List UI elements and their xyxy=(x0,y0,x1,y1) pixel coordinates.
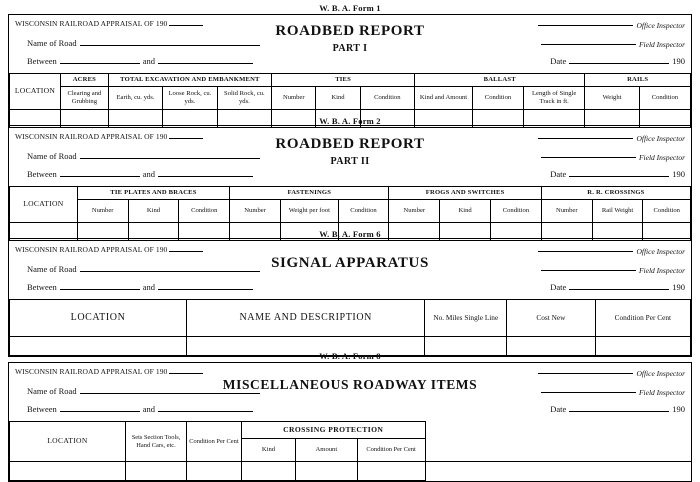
cell[interactable] xyxy=(10,462,126,481)
col-rails-weight: Weight xyxy=(585,87,639,110)
office-inspector-blank[interactable] xyxy=(538,244,633,252)
col-cp-amount: Amount xyxy=(296,439,357,462)
col-sets-section-tools: Sets Section Tools, Hand Cars, etc. xyxy=(125,422,186,462)
col-group-rails: RAILS xyxy=(585,74,691,87)
date-year: 190 xyxy=(672,282,685,292)
col-condition-per-cent: Condition Per Cent xyxy=(595,300,690,337)
col-no-miles-single-line: No. Miles Single Line xyxy=(425,300,507,337)
date-label: Date xyxy=(550,169,567,179)
col-frogs-kind: Kind xyxy=(440,200,491,223)
form-signal-apparatus xyxy=(8,229,692,357)
form-header xyxy=(9,15,691,73)
col-crossings-condition: Condition xyxy=(643,200,691,223)
date-line xyxy=(550,55,685,66)
form-box xyxy=(8,240,692,357)
and-label: and xyxy=(142,56,156,66)
date-label: Date xyxy=(550,282,567,292)
between-line xyxy=(27,403,253,414)
form-caption: W. B. A. Form 1 xyxy=(319,3,381,13)
name-of-road-label: Name of Road xyxy=(27,151,77,161)
appraisal-label: WISCONSIN RAILROAD APPRAISAL OF 190 xyxy=(15,132,168,141)
col-group-acres: ACRES xyxy=(61,74,109,87)
table-header-row xyxy=(10,300,691,337)
appraisal-blank[interactable] xyxy=(169,244,203,252)
name-of-road-label: Name of Road xyxy=(27,38,77,48)
col-fastenings-number: Number xyxy=(230,200,281,223)
and-blank[interactable] xyxy=(158,55,253,64)
col-cost-new: Cost New xyxy=(507,300,596,337)
form-title: MISCELLANEOUS ROADWAY ITEMS xyxy=(222,377,478,392)
and-blank[interactable] xyxy=(158,168,253,177)
col-fastenings-condition: Condition xyxy=(338,200,389,223)
col-location: LOCATION xyxy=(10,422,126,462)
col-ballast-condition: Condition xyxy=(472,87,523,110)
form-part: PART I xyxy=(332,43,368,54)
form6-table xyxy=(9,299,691,356)
form-header xyxy=(9,241,691,299)
between-label: Between xyxy=(27,282,57,292)
between-line xyxy=(27,55,253,66)
appraisal-blank[interactable] xyxy=(169,366,203,374)
and-label: and xyxy=(142,282,156,292)
appraisal-line xyxy=(15,244,203,254)
col-ties-kind: Kind xyxy=(316,87,360,110)
col-group-rr-crossings: R. R. CROSSINGS xyxy=(541,187,690,200)
form-caption: W. B. A. Form 2 xyxy=(319,116,381,126)
appraisal-label: WISCONSIN RAILROAD APPRAISAL OF 190 xyxy=(15,19,168,28)
and-blank[interactable] xyxy=(158,281,253,290)
col-condition-per-cent: Condition Per Cent xyxy=(187,422,242,462)
col-spacer xyxy=(425,422,691,462)
between-blank[interactable] xyxy=(60,55,140,64)
field-inspector-label: Field Inspector xyxy=(638,266,685,275)
date-year: 190 xyxy=(672,169,685,179)
between-label: Between xyxy=(27,404,57,414)
table-sub-header-row xyxy=(10,200,691,223)
col-clearing-grubbing: Clearing and Grubbing xyxy=(61,87,109,110)
form-caption: W. B. A. Form 8 xyxy=(319,351,381,361)
date-line xyxy=(550,168,685,179)
col-group-crossing-protection: CROSSING PROTECTION xyxy=(241,422,425,439)
field-inspector-label: Field Inspector xyxy=(638,40,685,49)
cell-spacer xyxy=(425,462,691,481)
col-frogs-number: Number xyxy=(389,200,440,223)
date-blank[interactable] xyxy=(569,403,669,412)
col-frogs-condition: Condition xyxy=(491,200,542,223)
col-location: LOCATION xyxy=(10,187,78,223)
col-crossings-rail-weight: Rail Weight xyxy=(592,200,643,223)
date-label: Date xyxy=(550,404,567,414)
date-label: Date xyxy=(550,56,567,66)
date-line xyxy=(550,403,685,414)
col-group-ballast: BALLAST xyxy=(415,74,585,87)
field-inspector-label: Field Inspector xyxy=(638,153,685,162)
col-ties-condition: Condition xyxy=(360,87,414,110)
office-inspector-blank[interactable] xyxy=(538,366,633,374)
office-inspector-label: Office Inspector xyxy=(636,134,685,143)
form-title: ROADBED REPORT xyxy=(275,136,425,152)
form-part: PART II xyxy=(330,156,370,167)
col-cp-kind: Kind xyxy=(241,439,296,462)
date-line xyxy=(550,281,685,292)
col-tieplates-condition: Condition xyxy=(179,200,230,223)
cell[interactable] xyxy=(187,462,242,481)
name-of-road-label: Name of Road xyxy=(27,264,77,274)
appraisal-line xyxy=(15,366,203,376)
col-group-tie-plates: TIE PLATES AND BRACES xyxy=(77,187,229,200)
form-caption: W. B. A. Form 6 xyxy=(319,229,381,239)
between-label: Between xyxy=(27,169,57,179)
col-fastenings-weight: Weight per foot xyxy=(281,200,339,223)
and-label: and xyxy=(142,169,156,179)
col-group-frogs-switches: FROGS AND SWITCHES xyxy=(389,187,541,200)
col-ballast-kind-amount: Kind and Amount xyxy=(415,87,473,110)
col-solid-rock: Solid Rock, cu. yds. xyxy=(217,87,271,110)
and-label: and xyxy=(142,404,156,414)
col-group-excavation: TOTAL EXCAVATION AND EMBANKMENT xyxy=(108,74,271,87)
cell[interactable] xyxy=(241,462,296,481)
col-earth: Earth, cu. yds. xyxy=(108,87,162,110)
appraisal-label: WISCONSIN RAILROAD APPRAISAL OF 190 xyxy=(15,367,168,376)
office-inspector-label: Office Inspector xyxy=(636,247,685,256)
table-group-header-row xyxy=(10,422,692,439)
form-box xyxy=(8,362,692,482)
between-label: Between xyxy=(27,56,57,66)
col-group-ties: TIES xyxy=(272,74,415,87)
col-group-fastenings: FASTENINGS xyxy=(230,187,389,200)
col-crossings-number: Number xyxy=(541,200,592,223)
between-line xyxy=(27,281,253,292)
col-location: LOCATION xyxy=(10,74,61,110)
cell[interactable] xyxy=(357,462,425,481)
appraisal-label: WISCONSIN RAILROAD APPRAISAL OF 190 xyxy=(15,245,168,254)
form-header xyxy=(9,363,691,421)
field-inspector-label: Field Inspector xyxy=(638,388,685,397)
between-blank[interactable] xyxy=(60,281,140,290)
cell[interactable] xyxy=(296,462,357,481)
form-miscellaneous-roadway-items xyxy=(8,351,692,482)
table-sub-header-row xyxy=(10,87,691,110)
name-of-road-label: Name of Road xyxy=(27,386,77,396)
form-header xyxy=(9,128,691,186)
between-line xyxy=(27,168,253,179)
between-blank[interactable] xyxy=(60,403,140,412)
col-loose-rock: Loose Rock, cu. yds. xyxy=(163,87,217,110)
cell[interactable] xyxy=(125,462,186,481)
col-location: LOCATION xyxy=(10,300,187,337)
and-blank[interactable] xyxy=(158,403,253,412)
date-blank[interactable] xyxy=(569,281,669,290)
col-tieplates-kind: Kind xyxy=(128,200,179,223)
table-row[interactable] xyxy=(10,462,692,481)
form8-table xyxy=(9,421,691,481)
form-title: SIGNAL APPARATUS xyxy=(271,255,429,271)
form-title: ROADBED REPORT xyxy=(275,23,425,39)
col-name-description: NAME AND DESCRIPTION xyxy=(187,300,425,337)
col-rails-condition: Condition xyxy=(639,87,690,110)
office-inspector-label: Office Inspector xyxy=(636,369,685,378)
table-group-header-row xyxy=(10,74,691,87)
date-blank[interactable] xyxy=(569,168,669,177)
date-blank[interactable] xyxy=(569,55,669,64)
col-tieplates-number: Number xyxy=(77,200,128,223)
date-year: 190 xyxy=(672,56,685,66)
col-ballast-length: Length of Single Track in ft. xyxy=(524,87,585,110)
col-ties-number: Number xyxy=(272,87,316,110)
col-cp-condition: Condition Per Cent xyxy=(357,439,425,462)
table-group-header-row xyxy=(10,187,691,200)
between-blank[interactable] xyxy=(60,168,140,177)
office-inspector-label: Office Inspector xyxy=(636,21,685,30)
date-year: 190 xyxy=(672,404,685,414)
